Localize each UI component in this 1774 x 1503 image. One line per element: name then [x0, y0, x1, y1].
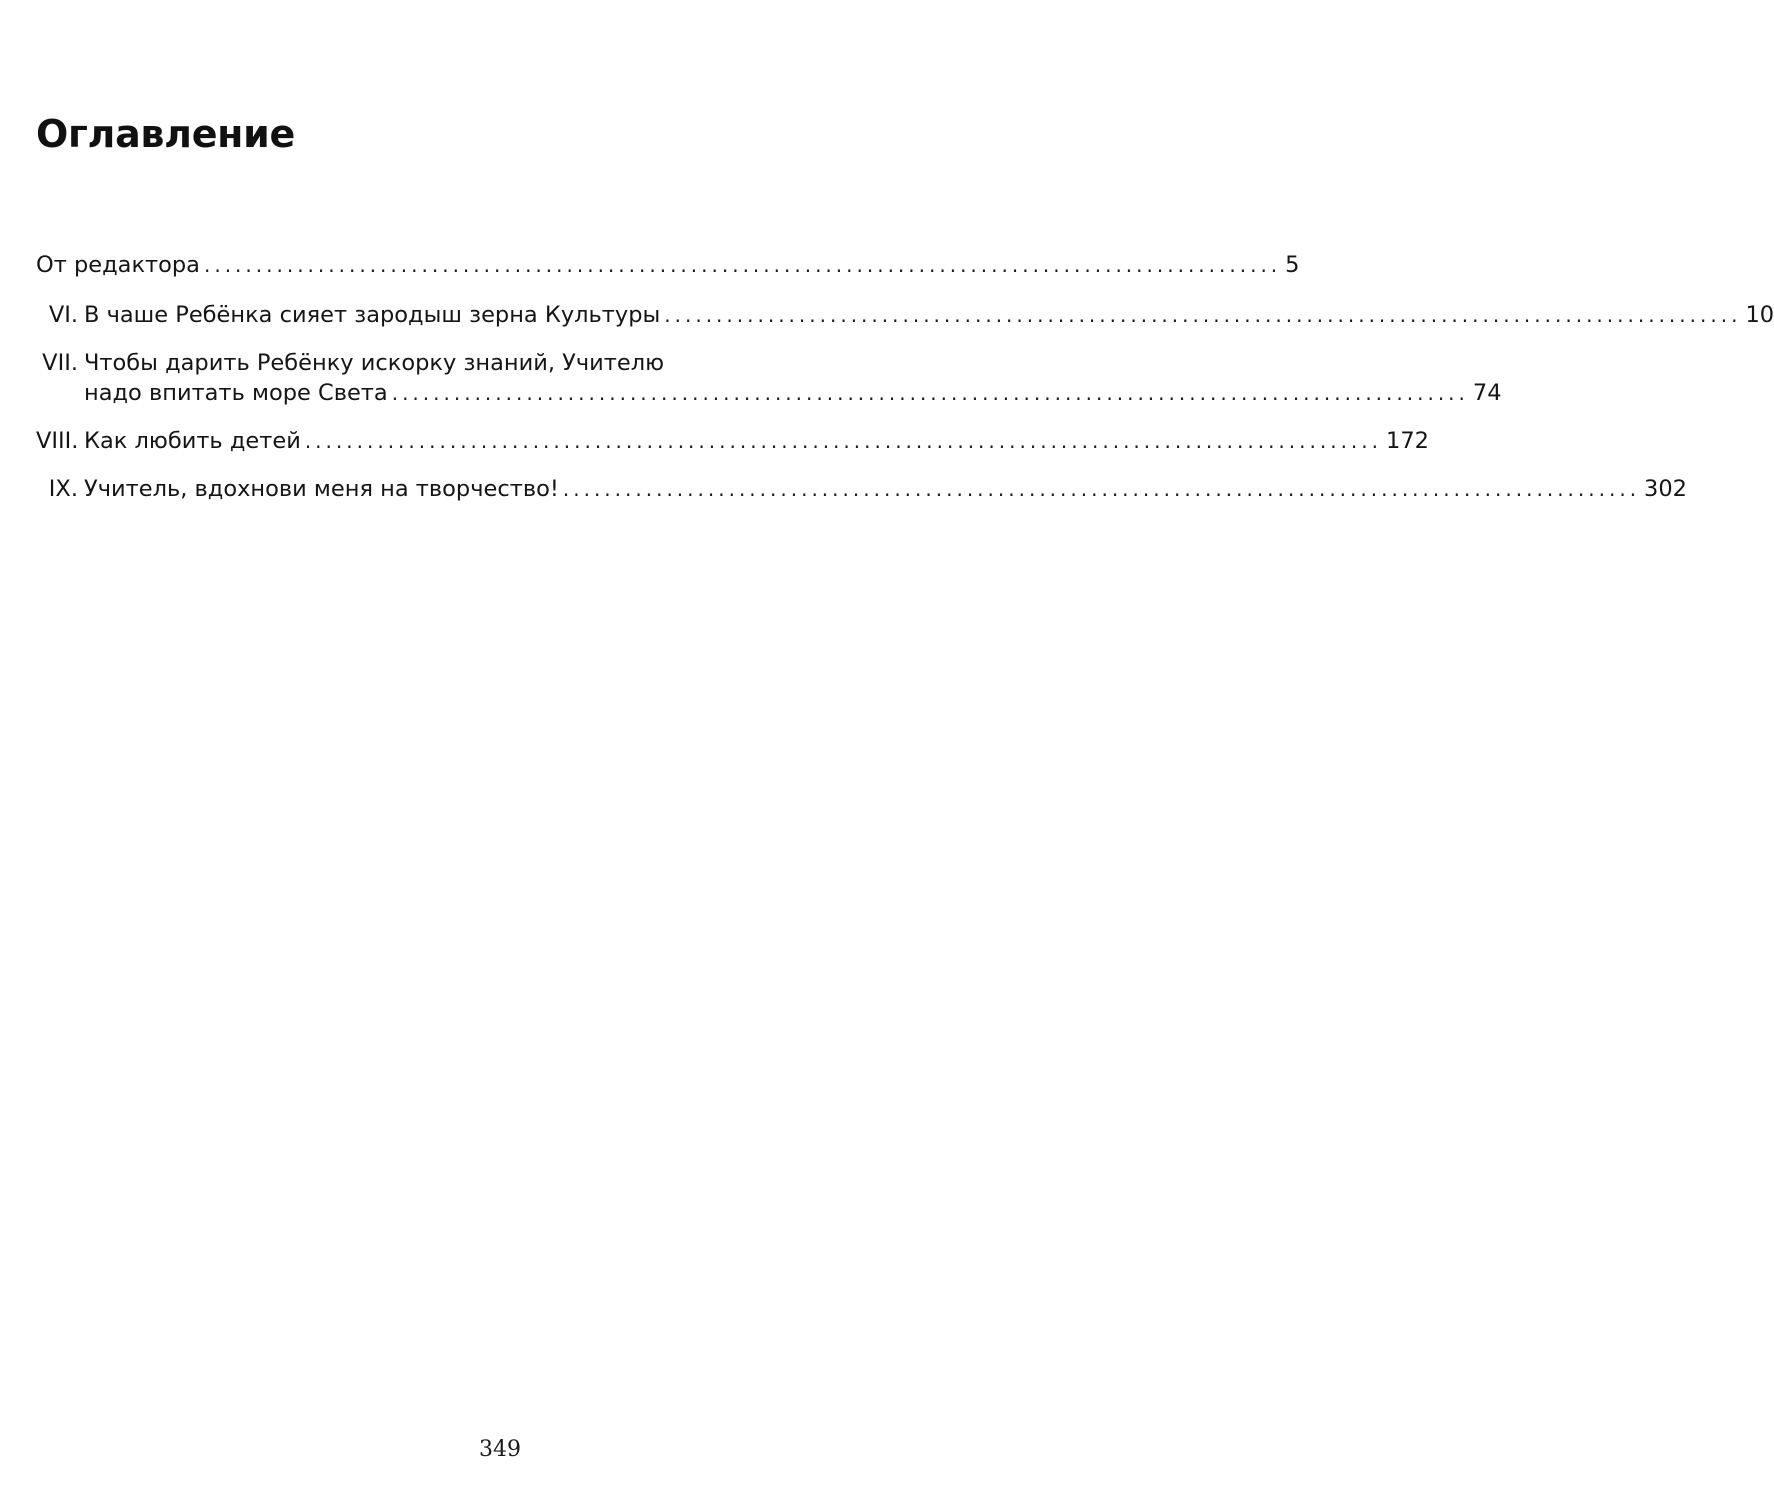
toc-entry-chapter-vi [36, 300, 1774, 330]
dot-leader: ........................................................................................................ [203, 253, 1282, 277]
toc-entry-title: Чтобы дарить Ребёнку искорку знаний, Учителю [84, 350, 665, 376]
toc-entry-number: VII. [42, 350, 78, 376]
toc-entry-chapter-ix [36, 474, 1687, 504]
toc-entry-title: В чаше Ребёнка сияет зародыш зерна Культуры [84, 302, 661, 328]
dot-leader: ........................................................................................................ [391, 381, 1469, 405]
toc-entry-editor [36, 250, 1300, 280]
page-title: Оглавление [36, 112, 295, 156]
toc-entry-page: 10 [1745, 302, 1774, 328]
toc-entry-page: 5 [1285, 252, 1300, 278]
toc-entry-number: VI. [48, 302, 78, 328]
dot-leader: ........................................................................................................ [562, 477, 1641, 501]
toc-entry-page: 74 [1472, 380, 1502, 406]
toc-entry-title: От редактора [36, 252, 200, 278]
page-number: 349 [479, 1437, 521, 1462]
toc-entry-chapter-viii [36, 426, 1429, 456]
toc-entry-title: Учитель, вдохнови меня на творчество! [84, 476, 559, 502]
toc-entry-title-continuation: надо впитать море Света [84, 380, 388, 406]
toc-entry-number: IX. [48, 476, 78, 502]
toc-entry-page: 172 [1386, 428, 1429, 454]
dot-leader: ........................................................................................................ [664, 303, 1742, 327]
table-of-contents [36, 250, 1774, 504]
toc-entry-title: Как любить детей [84, 428, 301, 454]
dot-leader: ........................................................................................................ [304, 429, 1382, 453]
toc-entry-chapter-vii [36, 348, 1502, 408]
toc-entry-page: 302 [1644, 476, 1687, 502]
toc-entry-number: VIII. [36, 428, 79, 454]
